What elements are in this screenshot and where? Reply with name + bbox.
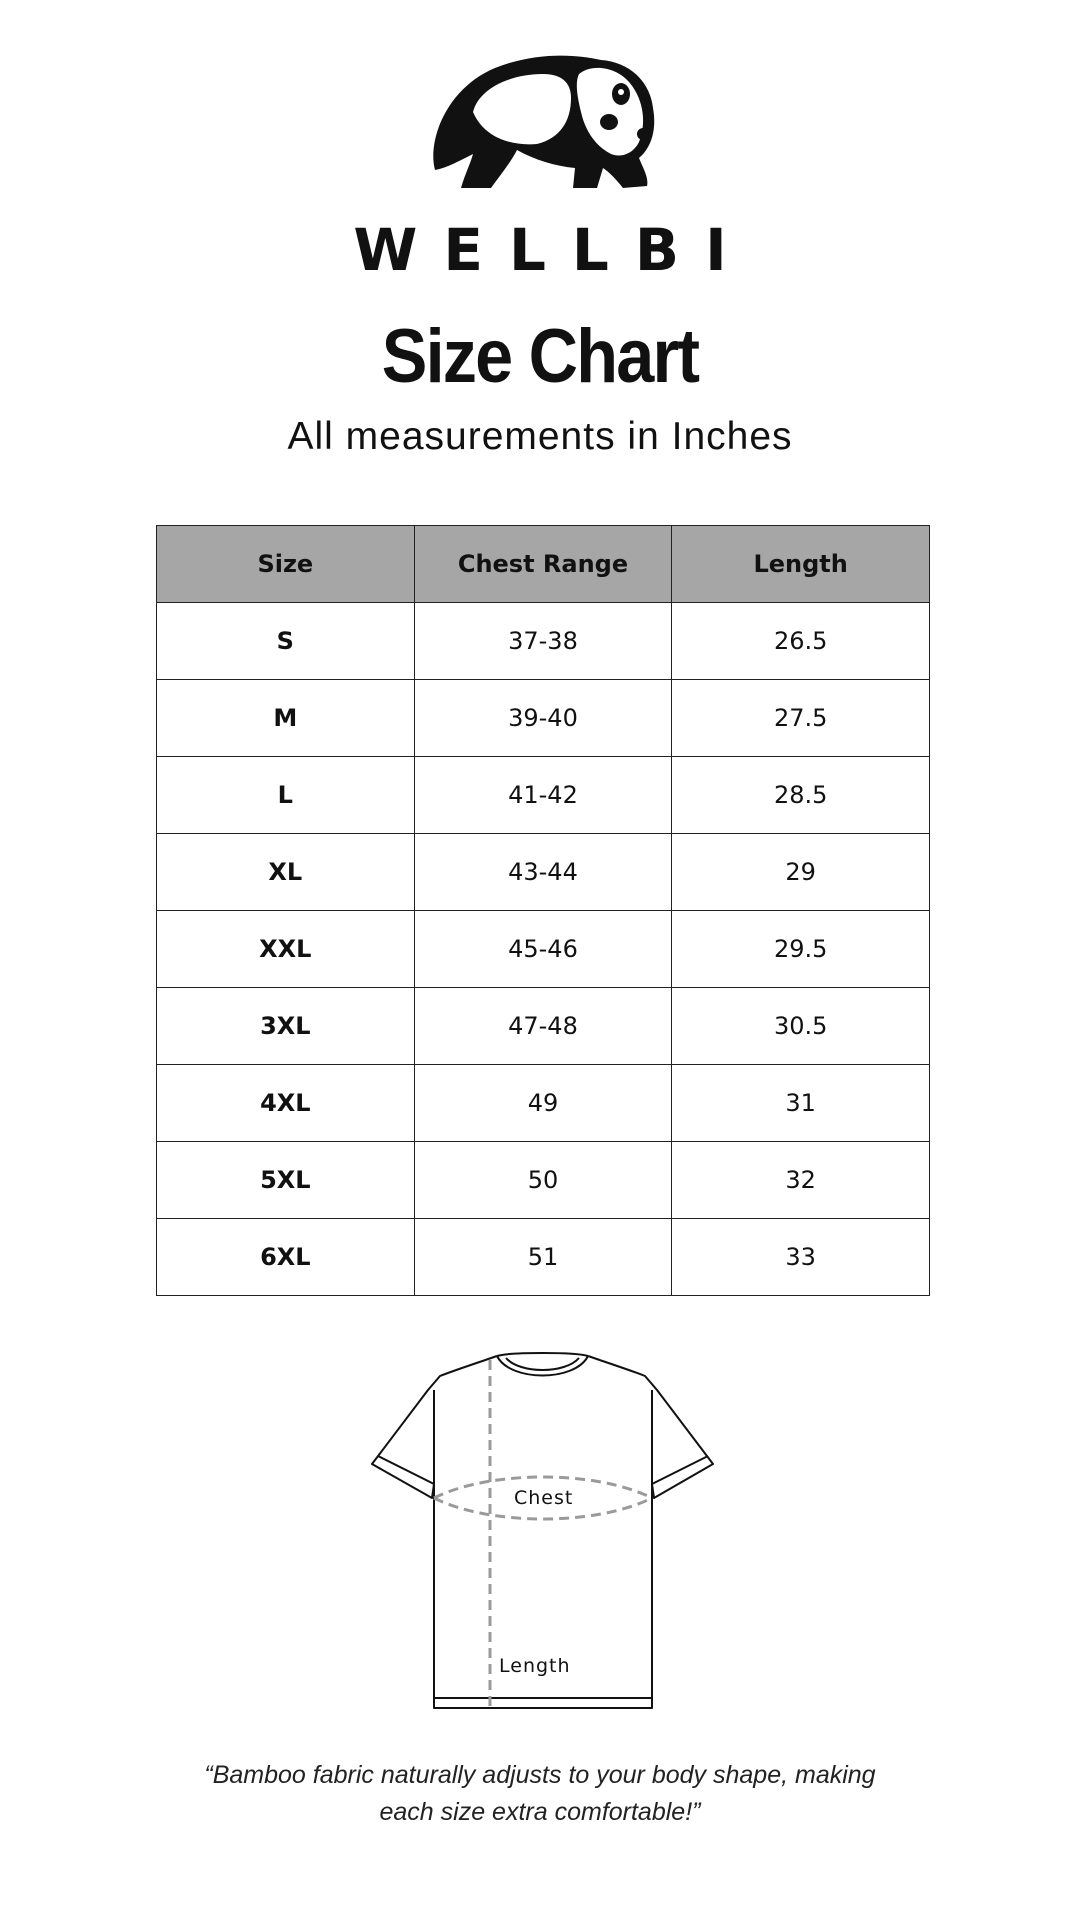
chest-cell: 43-44: [414, 834, 672, 911]
size-table: [156, 525, 930, 1296]
size-cell: L: [157, 757, 415, 834]
size-cell: S: [157, 603, 415, 680]
length-cell: 29.5: [672, 911, 930, 988]
panda-icon: [425, 50, 665, 200]
chest-measurement-label: Chest: [514, 1487, 574, 1509]
chest-cell: 47-48: [414, 988, 672, 1065]
table-row: [157, 911, 930, 988]
size-cell: XL: [157, 834, 415, 911]
chest-cell: 37-38: [414, 603, 672, 680]
chest-cell: 51: [414, 1219, 672, 1296]
chest-cell: 49: [414, 1065, 672, 1142]
table-row: [157, 1142, 930, 1219]
column-header-chest-range: Chest Range: [414, 526, 672, 603]
table-row: [157, 1065, 930, 1142]
table-header-row: [157, 526, 930, 603]
length-cell: 26.5: [672, 603, 930, 680]
length-cell: 27.5: [672, 680, 930, 757]
table-row: [157, 988, 930, 1065]
table-row: [157, 1219, 930, 1296]
table-row: [157, 834, 930, 911]
length-cell: 32: [672, 1142, 930, 1219]
size-cell: 3XL: [157, 988, 415, 1065]
size-cell: 4XL: [157, 1065, 415, 1142]
table-row: [157, 680, 930, 757]
brand-name: WELLBI: [353, 216, 753, 284]
column-header-size: Size: [157, 526, 415, 603]
chest-cell: 41-42: [414, 757, 672, 834]
column-header-length: Length: [672, 526, 930, 603]
length-cell: 31: [672, 1065, 930, 1142]
page-title: Size Chart: [381, 314, 699, 399]
footer-quote: “Bamboo fabric naturally adjusts to your body shape, making each size extra comfortable!”: [204, 1761, 876, 1826]
page-subtitle: All measurements in Inches: [287, 415, 793, 458]
size-cell: 6XL: [157, 1219, 415, 1296]
size-cell: XXL: [157, 911, 415, 988]
size-cell: 5XL: [157, 1142, 415, 1219]
table-row: [157, 603, 930, 680]
chest-cell: 50: [414, 1142, 672, 1219]
length-cell: 30.5: [672, 988, 930, 1065]
size-cell: M: [157, 680, 415, 757]
length-cell: 33: [672, 1219, 930, 1296]
table-row: [157, 757, 930, 834]
chest-cell: 45-46: [414, 911, 672, 988]
length-cell: 29: [672, 834, 930, 911]
length-cell: 28.5: [672, 757, 930, 834]
chest-cell: 39-40: [414, 680, 672, 757]
length-measurement-label: Length: [499, 1655, 571, 1677]
